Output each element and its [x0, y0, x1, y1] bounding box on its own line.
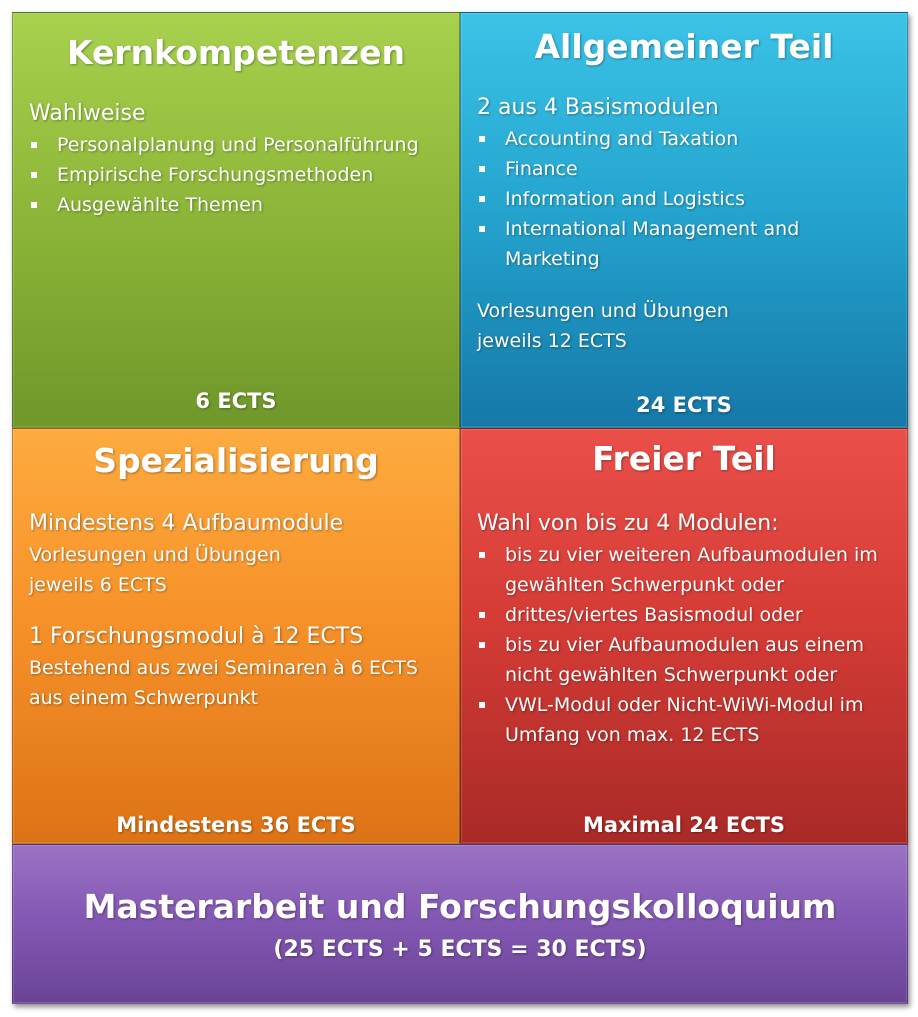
- freier-teil-ects: Maximal 24 ECTS: [582, 813, 786, 837]
- freier-teil-lead: Wahl von bis zu 4 Modulen:: [477, 511, 779, 536]
- forschungsmodul-lead: 1 Forschungsmodul à 12 ECTS: [29, 624, 364, 649]
- allgemeiner-teil-box: [460, 12, 908, 428]
- list-item: International Management and Marketing: [477, 214, 895, 274]
- list-item: Information and Logistics: [477, 184, 895, 214]
- list-item: bis zu vier Aufbaumodulen aus einem nicht gewählten Schwerpunkt oder: [477, 630, 895, 690]
- list-item: Ausgewählte Themen: [29, 190, 447, 220]
- kernkompetenzen-ects: 6 ECTS: [195, 389, 277, 413]
- list-item: Accounting and Taxation: [477, 124, 895, 154]
- allgemeiner-teil-content: [477, 95, 895, 356]
- list-item: Finance: [477, 154, 895, 184]
- spezialisierung-box: [12, 428, 460, 844]
- list-item: VWL-Modul oder Nicht-WiWi-Modul im Umfang von max. 12 ECTS: [477, 690, 895, 750]
- allgemeiner-teil-note: jeweils 12 ECTS: [477, 330, 627, 352]
- list-item: bis zu vier weiteren Aufbaumodulen im gewählten Schwerpunkt oder: [477, 540, 895, 600]
- spezialisierung-content: [29, 511, 447, 713]
- masterarbeit-box: [12, 844, 908, 1004]
- kernkompetenzen-box: [12, 12, 460, 428]
- spezialisierung-line: Bestehend aus zwei Seminaren à 6 ECTS: [29, 657, 418, 679]
- freier-teil-content: [477, 511, 895, 750]
- spezialisierung-line: Vorlesungen und Übungen: [29, 544, 281, 566]
- allgemeiner-teil-lead: 2 aus 4 Basismodulen: [477, 95, 719, 120]
- spezialisierung-title: Spezialisierung: [93, 441, 379, 480]
- list-item: drittes/viertes Basismodul oder: [477, 600, 895, 630]
- spezialisierung-ects: Mindestens 36 ECTS: [116, 813, 356, 837]
- freier-teil-list: [477, 540, 895, 750]
- aufbaumodule-lead: Mindestens 4 Aufbaumodule: [29, 511, 344, 536]
- list-item: Personalplanung und Personalführung: [29, 130, 447, 160]
- spezialisierung-line: aus einem Schwerpunkt: [29, 687, 259, 709]
- freier-teil-title: Freier Teil: [592, 439, 776, 478]
- allgemeiner-teil-ects: 24 ECTS: [636, 393, 732, 417]
- freier-teil-box: [460, 428, 908, 844]
- basismodule-list: [477, 124, 895, 274]
- kernkompetenzen-title: Kernkompetenzen: [67, 33, 405, 72]
- list-item: Empirische Forschungsmethoden: [29, 160, 447, 190]
- spezialisierung-line: jeweils 6 ECTS: [29, 574, 167, 596]
- kernkompetenzen-list: [29, 130, 447, 220]
- masterarbeit-title: Masterarbeit und Forschungskolloquium: [83, 887, 837, 926]
- allgemeiner-teil-note: Vorlesungen und Übungen: [477, 300, 729, 322]
- kernkompetenzen-lead: Wahlweise: [29, 101, 146, 126]
- kernkompetenzen-content: [29, 101, 447, 220]
- allgemeiner-teil-title: Allgemeiner Teil: [534, 27, 834, 66]
- masterarbeit-ects: (25 ECTS + 5 ECTS = 30 ECTS): [273, 937, 647, 962]
